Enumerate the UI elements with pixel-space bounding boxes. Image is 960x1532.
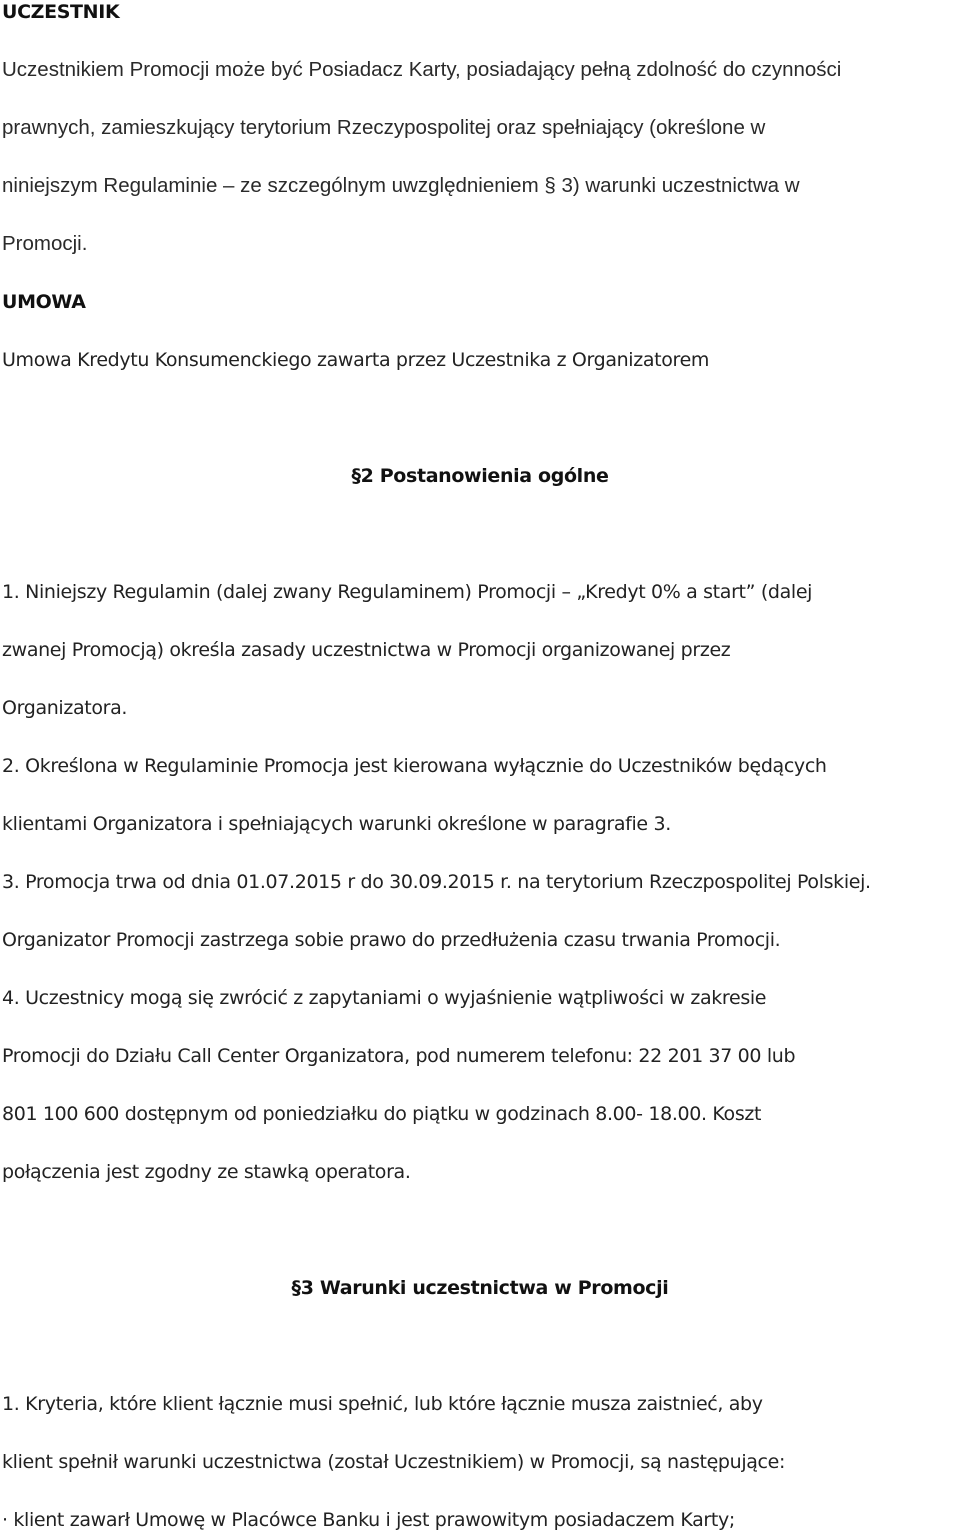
paragraph-line: Promocji. (2, 232, 88, 255)
paragraph-line: 3. Promocja trwa od dnia 01.07.2015 r do 30.09.2015 r. na terytorium Rzeczpospolitej Polskiej. (2, 871, 871, 893)
paragraph-line: Uczestnikiem Promocji może być Posiadacz Karty, posiadający pełną zdolność do czynności (2, 58, 842, 81)
paragraph-line: 1. Niniejszy Regulamin (dalej zwany Regulaminem) Promocji – „Kredyt 0% a start” (dalej (2, 581, 813, 603)
paragraph-line: 1. Kryteria, które klient łącznie musi spełnić, lub które łącznie musza zaistnieć, aby (2, 1393, 763, 1415)
section-heading: §2 Postanowienia ogólne (351, 465, 609, 487)
paragraph-line: 4. Uczestnicy mogą się zwrócić z zapytaniami o wyjaśnienie wątpliwości w zakresie (2, 987, 767, 1009)
paragraph-line: Promocji do Działu Call Center Organizatora, pod numerem telefonu: 22 201 37 00 lub (2, 1045, 796, 1067)
paragraph-line: połączenia jest zgodny ze stawką operatora. (2, 1161, 411, 1183)
paragraph-line: 801 100 600 dostępnym od poniedziałku do piątku w godzinach 8.00- 18.00. Koszt (2, 1103, 762, 1125)
list-item: · klient zawarł Umowę w Placówce Banku i jest prawowitym posiadaczem Karty; (2, 1509, 735, 1531)
paragraph-line: Organizatora. (2, 697, 128, 719)
paragraph-line: 2. Określona w Regulaminie Promocja jest kierowana wyłącznie do Uczestników będących (2, 755, 827, 777)
paragraph-line: Umowa Kredytu Konsumenckiego zawarta przez Uczestnika z Organizatorem (2, 349, 710, 371)
section-heading: §3 Warunki uczestnictwa w Promocji (291, 1277, 669, 1299)
heading-umowa: UMOWA (2, 291, 86, 313)
paragraph-line: niniejszym Regulaminie – ze szczególnym uwzględnieniem § 3) warunki uczestnictwa w (2, 174, 800, 197)
paragraph-line: zwanej Promocją) określa zasady uczestnictwa w Promocji organizowanej przez (2, 639, 731, 661)
paragraph-line: klientami Organizatora i spełniających warunki określone w paragrafie 3. (2, 813, 671, 835)
heading-uczestnik: UCZESTNIK (2, 1, 120, 23)
paragraph-line: klient spełnił warunki uczestnictwa (został Uczestnikiem) w Promocji, są następujące: (2, 1451, 786, 1473)
paragraph-line: Organizator Promocji zastrzega sobie prawo do przedłużenia czasu trwania Promocji. (2, 929, 781, 951)
paragraph-line: prawnych, zamieszkujący terytorium Rzeczypospolitej oraz spełniający (określone w (2, 116, 766, 139)
